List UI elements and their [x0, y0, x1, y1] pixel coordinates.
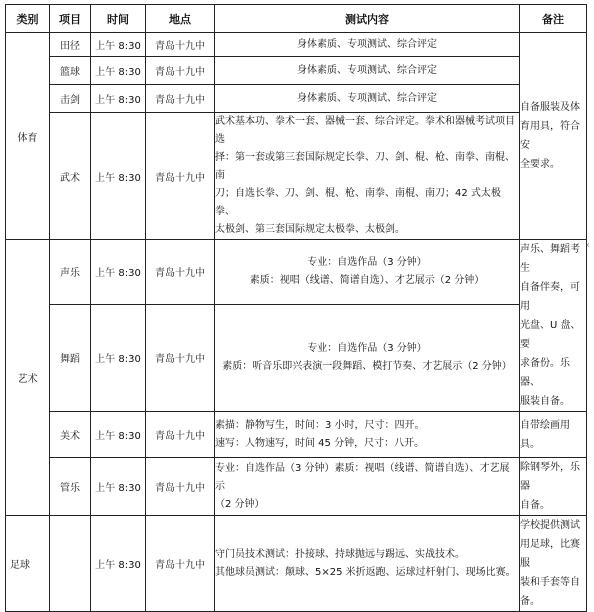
- note-vocal-dance: [520, 240, 587, 412]
- header-item: 项目: [50, 5, 91, 33]
- item-cell: 声乐: [50, 240, 91, 305]
- item-cell: 击剑: [50, 85, 91, 113]
- content-line: 择：第一套或第三套国际规定长拳、刀、剑、棍、枪、南拳、南棍、南: [215, 152, 515, 181]
- table-row: [6, 113, 587, 240]
- table-row: [6, 304, 587, 411]
- note-line: 用足球，比赛服: [520, 539, 580, 569]
- time-cell: 上午 8:30: [91, 412, 146, 458]
- content-cell: [215, 412, 520, 458]
- content-line: 专业：自选作品（3 分钟）: [307, 342, 427, 354]
- note-football: [520, 516, 587, 612]
- note-line: 装和手套等自备。: [520, 577, 580, 607]
- content-line: 专业：自选作品（3 分钟）: [307, 256, 427, 268]
- location-cell: 青岛十九中: [146, 516, 215, 612]
- item-cell: 舞蹈: [50, 304, 91, 411]
- table-row: [6, 516, 587, 612]
- time-cell: 上午 8:30: [91, 304, 146, 411]
- content-line: 速写：人物速写，时间 45 分钟，尺寸：八开。: [215, 437, 425, 449]
- location-cell: 青岛十九中: [146, 304, 215, 411]
- table-row: [6, 85, 587, 113]
- category-sports: 体育: [6, 33, 50, 240]
- header-content: 测试内容: [215, 5, 520, 33]
- location-cell: 青岛十九中: [146, 240, 215, 305]
- note-line: 自备。: [520, 500, 550, 511]
- note-art: [520, 412, 587, 458]
- content-line: 太极剑、第三套国际规定太极拳、太极剑。: [215, 224, 405, 235]
- note-wind: [520, 458, 587, 516]
- content-line: 身体素质、专项测试、综合评定: [297, 38, 437, 50]
- table-row: [6, 33, 587, 57]
- note-line: 全要求。: [520, 159, 560, 170]
- item-cell: [50, 516, 91, 612]
- time-cell: 上午 8:30: [91, 516, 146, 612]
- location-cell: 青岛十九中: [146, 412, 215, 458]
- note-line: 声乐、舞蹈考生: [520, 244, 580, 274]
- item-cell: 武术: [50, 113, 91, 240]
- location-cell: 青岛十九中: [146, 458, 215, 516]
- item-cell: 美术: [50, 412, 91, 458]
- note-line: 育用具，符合安: [520, 121, 580, 151]
- header-time: 时间: [91, 5, 146, 33]
- time-cell: 上午 8:30: [91, 85, 146, 113]
- note-sports: [520, 33, 587, 240]
- item-cell: 管乐: [50, 458, 91, 516]
- time-cell: 上午 8:30: [91, 113, 146, 240]
- header-category: 类别: [6, 5, 50, 33]
- content-line: （2 分钟）: [215, 498, 265, 510]
- content-line: 专业：自选作品（3 分钟）素质：视唱（线谱、简谱自选）、才艺展示: [215, 462, 510, 492]
- note-line: 服装自备。: [520, 396, 570, 407]
- item-cell: 田径: [50, 33, 91, 57]
- content-cell: [215, 33, 520, 57]
- note-line: 光盘、U 盘、要: [520, 320, 581, 350]
- content-line: 身体素质、专项测试、综合评定: [297, 92, 437, 104]
- content-line: 刀；自选长拳、刀、剑、棍、枪、南拳、南棍、南刀；42 式太极拳、: [215, 188, 501, 217]
- chevron-left-icon: ‹: [586, 240, 590, 251]
- time-cell: 上午 8:30: [91, 57, 146, 85]
- category-football: 足球: [6, 516, 50, 612]
- note-line: 自备伴奏，可用: [520, 282, 580, 312]
- content-cell: [215, 57, 520, 85]
- table-row: [6, 412, 587, 458]
- exam-schedule-table: [5, 4, 587, 612]
- note-line: 学校提供测试: [520, 520, 580, 531]
- item-cell: 篮球: [50, 57, 91, 85]
- content-cell: [215, 304, 520, 411]
- table-row: [6, 240, 587, 305]
- content-cell: [215, 113, 520, 240]
- header-location: 地点: [146, 5, 215, 33]
- time-cell: 上午 8:30: [91, 33, 146, 57]
- category-arts: 艺术: [6, 240, 50, 516]
- content-cell: [215, 516, 520, 612]
- content-cell: [215, 458, 520, 516]
- time-cell: 上午 8:30: [91, 240, 146, 305]
- table-row: [6, 57, 587, 85]
- note-line: 自带绘画用具。: [520, 419, 570, 450]
- content-cell: [215, 240, 520, 305]
- location-cell: 青岛十九中: [146, 85, 215, 113]
- location-cell: 青岛十九中: [146, 33, 215, 57]
- content-cell: [215, 85, 520, 113]
- time-cell: 上午 8:30: [91, 458, 146, 516]
- note-line: 自备服装及体: [520, 102, 580, 113]
- location-cell: 青岛十九中: [146, 113, 215, 240]
- content-line: 守门员技术测试：扑接球、持球抛远与踢远、实战技术。: [215, 548, 465, 560]
- content-line: 素质：听音乐即兴表演一段舞蹈、模打节奏、才艺展示（2 分钟）: [222, 360, 512, 372]
- content-line: 其他球员测试：颠球、5×25 米折返跑、运球过杆射门、现场比赛。: [215, 566, 516, 578]
- note-line: 求备份。乐器、: [520, 358, 570, 388]
- table-row: [6, 458, 587, 516]
- content-line: 素描：静物写生，时间：3 小时，尺寸：四开。: [215, 419, 425, 431]
- content-line: 素质：视唱（线谱、简谱自选）、才艺展示（2 分钟）: [249, 274, 485, 286]
- location-cell: 青岛十九中: [146, 57, 215, 85]
- content-line: 武术基本功、拳术一套、器械一套、综合评定。拳术和器械考试项目选: [215, 116, 515, 145]
- content-line: 身体素质、专项测试、综合评定: [297, 64, 437, 76]
- header-notes: 备注: [520, 5, 587, 33]
- note-line: 除钢琴外，乐器: [520, 462, 580, 492]
- header-row: [6, 5, 587, 33]
